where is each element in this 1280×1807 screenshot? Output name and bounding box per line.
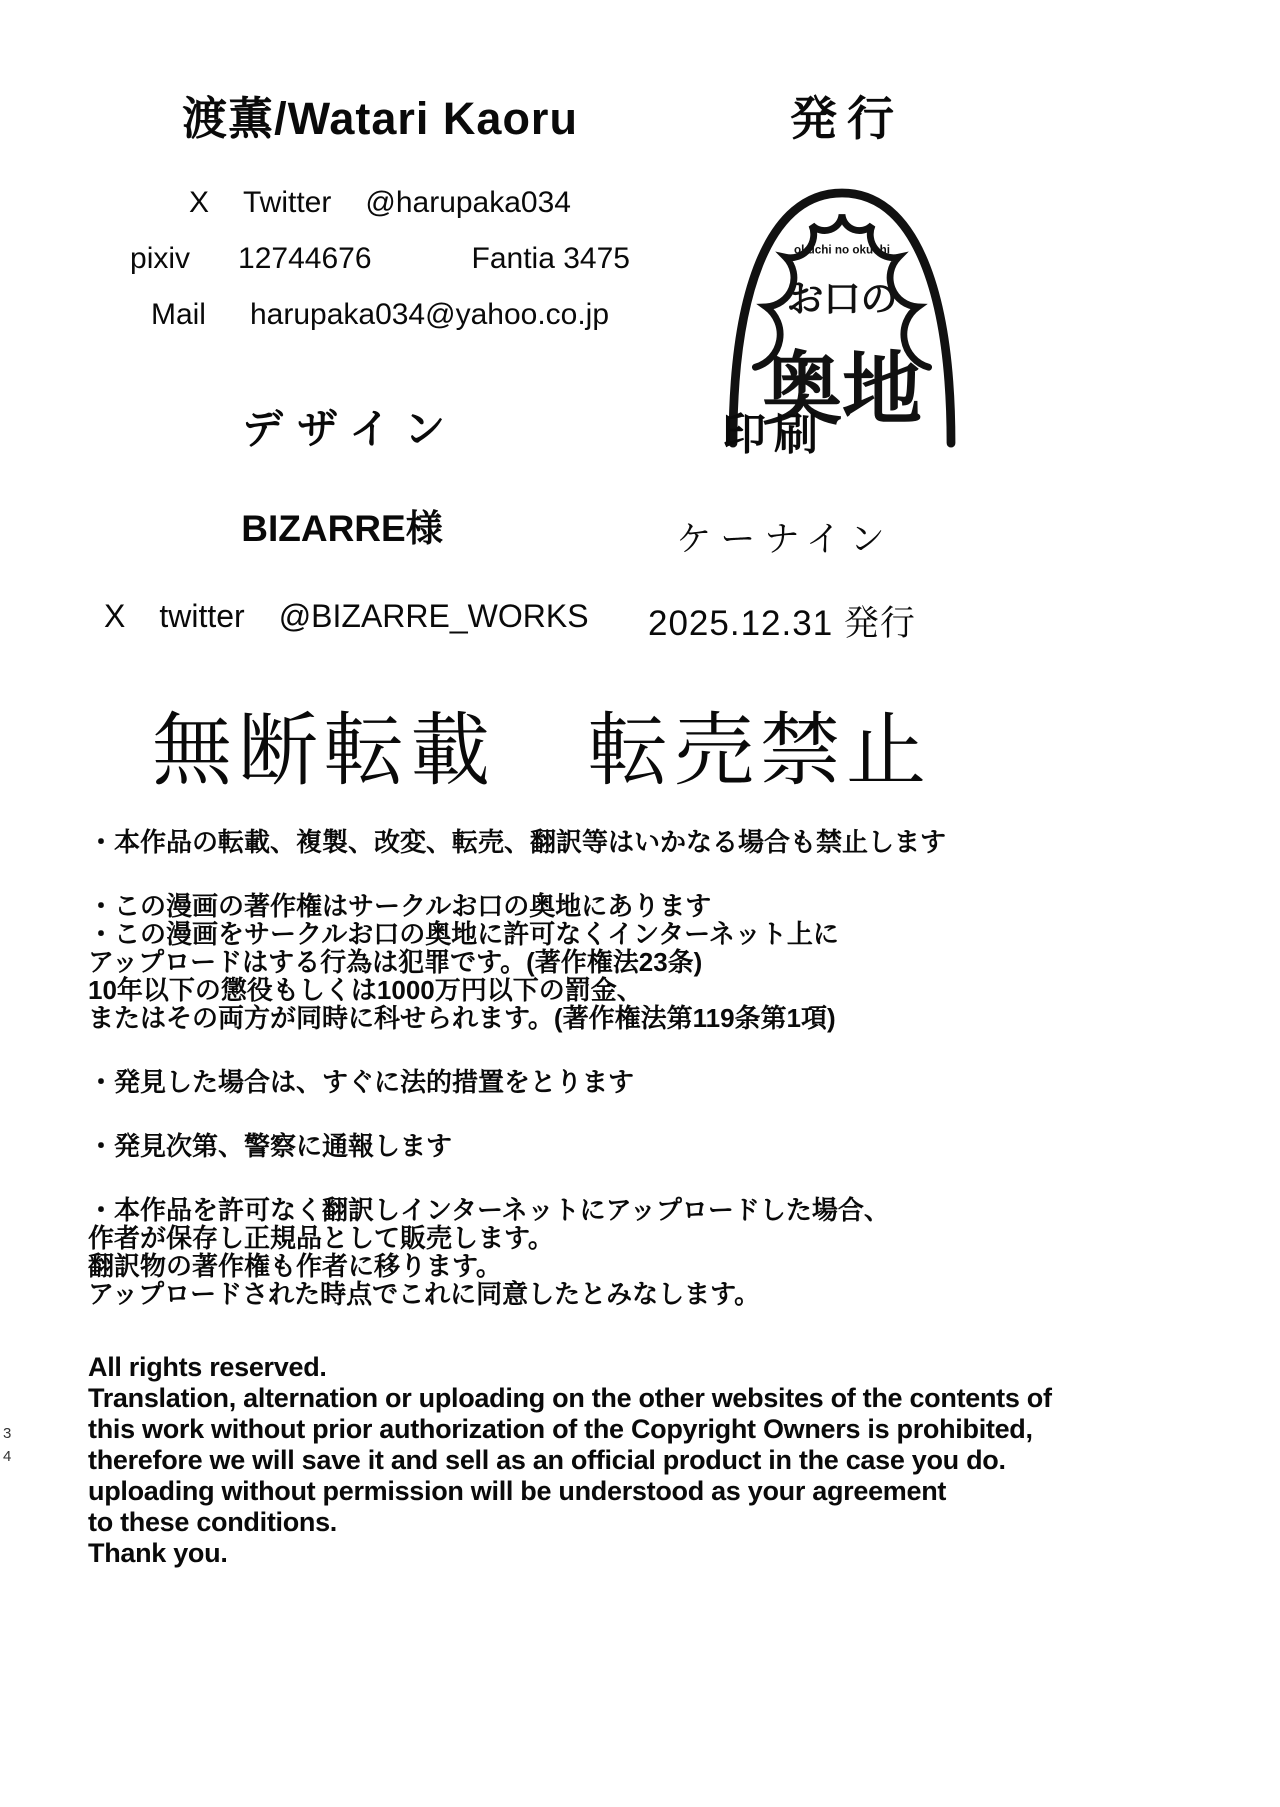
notice-paragraph: ・本作品の転載、複製、改変、転売、翻訳等はいかなる場合も禁止します (88, 827, 947, 857)
pixiv-label: pixiv (130, 242, 191, 275)
logo-line1: お口の (786, 278, 898, 320)
fantia-id: Fantia 3475 (471, 242, 630, 275)
notice-paragraph: ・発見次第、警察に通報します (88, 1131, 453, 1161)
notice-paragraph: ・本作品を許可なく翻訳しインターネットにアップロードした場合、 作者が保存し正規品として販売します。 翻訳物の著作権も作者に移ります。 アップロードされた時点でこれに同意したとみなします。 (88, 1195, 890, 1309)
logo-line2: 奥地 (762, 344, 922, 434)
notice-paragraph: ・この漫画の著作権はサークルお口の奥地にあります ・この漫画をサークルお口の奥地に許可なくインターネット上に アップロードはする行為は犯罪です。(著作権法23条) 10年以下の懲役もしくは1000万円以下の罰金、 またはその両方が同時に科せられます。(著作権法第119条第1項) (88, 891, 839, 1033)
headline-no-resale: 転売禁止 (588, 708, 932, 796)
headline-no-reprint: 無断転載 (152, 708, 496, 796)
prohibition-headline (152, 686, 1132, 801)
japanese-legal-notice (88, 828, 1208, 1308)
design-heading: デザイン (242, 406, 460, 452)
mail-label: Mail (150, 298, 206, 331)
author-name: 渡薫/Watari Kaoru (182, 93, 578, 144)
page-number: 3 4 (3, 1425, 12, 1465)
print-heading: 印刷 (722, 410, 826, 459)
pixiv-id: 12744676 (238, 242, 372, 275)
print-name: ケーナイン (676, 520, 894, 559)
author-mail-row (100, 298, 660, 332)
english-rights-notice: All rights reserved. Translation, alternation or uploading on the other websites of the contents of this work without prior authorization of the Copyright Owners is prohibited, therefore we will save it and sell as an official product in the case you do. uploading without permission will be understood as your agreement to these conditions. Thank you. (88, 1352, 1052, 1568)
notice-paragraph: ・発見した場合は、すぐに法的措置をとります (88, 1067, 635, 1097)
twitter-handle: @BIZARRE_WORKS (278, 598, 589, 634)
issue-date: 2025.12.31 発行 (648, 604, 916, 643)
x-label: X (189, 186, 210, 219)
design-name: BIZARRE様 (241, 508, 443, 549)
twitter-label: Twitter (243, 186, 332, 219)
author-twitter-row (100, 186, 660, 220)
x-label: X (104, 598, 126, 634)
twitter-label: twitter (159, 598, 245, 634)
mail-address: harupaka034@yahoo.co.jp (249, 298, 610, 331)
author-pixiv-fantia-row (100, 242, 660, 276)
logo-romaji: okuchi no okuchi (794, 243, 890, 257)
publisher-heading: 発行 (790, 92, 904, 145)
twitter-handle: @harupaka034 (365, 186, 571, 219)
design-twitter-row (104, 598, 589, 635)
